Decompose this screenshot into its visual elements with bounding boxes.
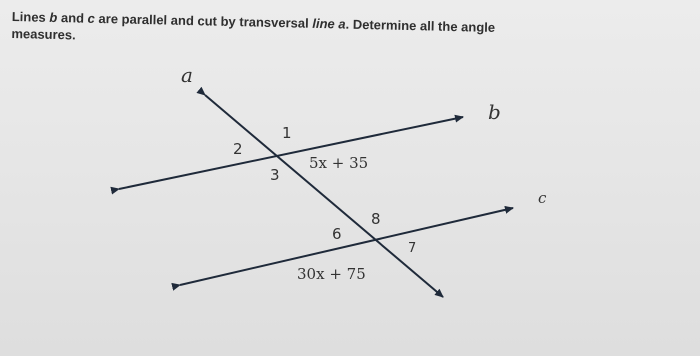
- angle-6-label: 6: [332, 225, 342, 243]
- top-expression: 5x + 35: [309, 154, 369, 172]
- bottom-expression: 30x + 75: [297, 265, 366, 283]
- angle-7-label: 7: [408, 241, 417, 256]
- line-b-label: b: [488, 100, 501, 124]
- question-line2: measures.: [11, 25, 76, 43]
- question-mid: and: [57, 10, 88, 26]
- line-a-label: a: [181, 63, 193, 87]
- transversal-name: line a: [312, 15, 346, 32]
- angle-2-label: 2: [233, 140, 243, 158]
- var-c: c: [87, 10, 96, 26]
- angle-8-label: 8: [371, 210, 381, 228]
- question-end: . Determine all the angle: [345, 16, 496, 35]
- angle-3-label: 3: [270, 166, 280, 184]
- question-prefix: Lines: [11, 8, 50, 25]
- angle-1-label: 1: [282, 124, 292, 142]
- line-c-label: c: [538, 189, 547, 207]
- question-suffix: are parallel and cut by transversal: [94, 10, 313, 31]
- var-b: b: [49, 9, 58, 26]
